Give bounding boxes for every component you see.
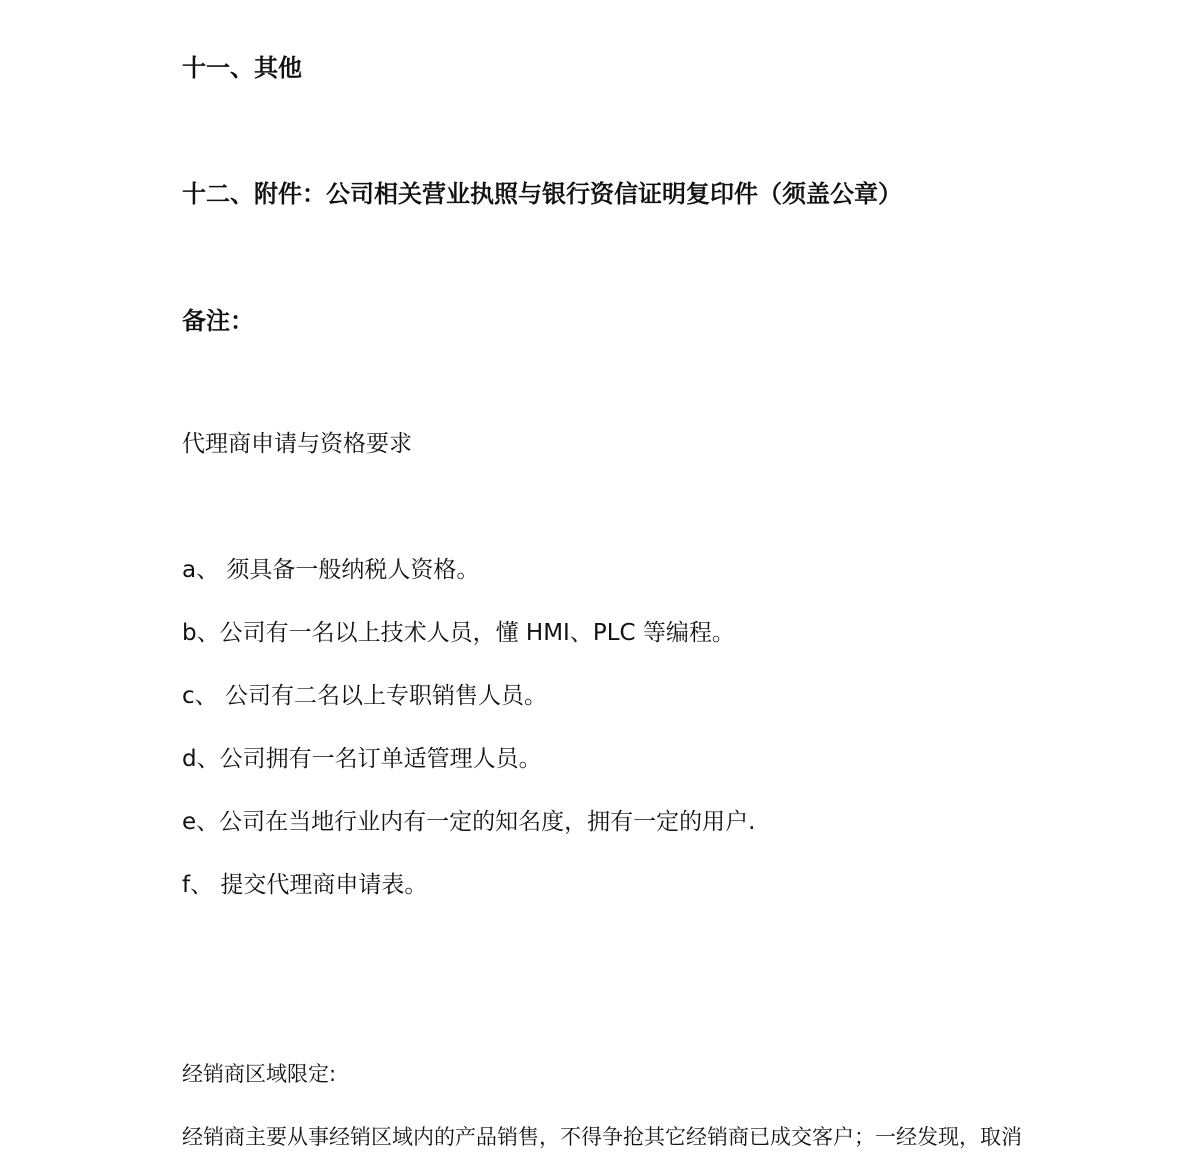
notes-label: 备注： <box>182 307 254 335</box>
section-twelve-heading: 十二、附件：公司相关营业执照与银行资信证明复印件（须盖公章） <box>182 180 902 208</box>
agent-requirements-title: 代理商申请与资格要求 <box>182 431 412 457</box>
distributor-region-title: 经销商区域限定: <box>182 1062 337 1086</box>
requirement-item-d: d、公司拥有一名订单适管理人员。 <box>182 746 542 772</box>
requirement-item-a: a、 须具备一般纳税人资格。 <box>182 557 480 583</box>
requirement-item-c: c、 公司有二名以上专职销售人员。 <box>182 683 547 709</box>
requirement-item-b: b、公司有一名以上技术人员，懂 HMI、PLC 等编程。 <box>182 620 735 646</box>
distributor-region-text: 经销商主要从事经销区域内的产品销售，不得争抢其它经销商已成交客户；一经发现，取消 <box>182 1125 1022 1149</box>
requirement-item-e: e、公司在当地行业内有一定的知名度，拥有一定的用户. <box>182 809 756 835</box>
requirement-item-f: f、 提交代理商申请表。 <box>182 872 428 898</box>
section-eleven-heading: 十一、其他 <box>182 54 302 82</box>
